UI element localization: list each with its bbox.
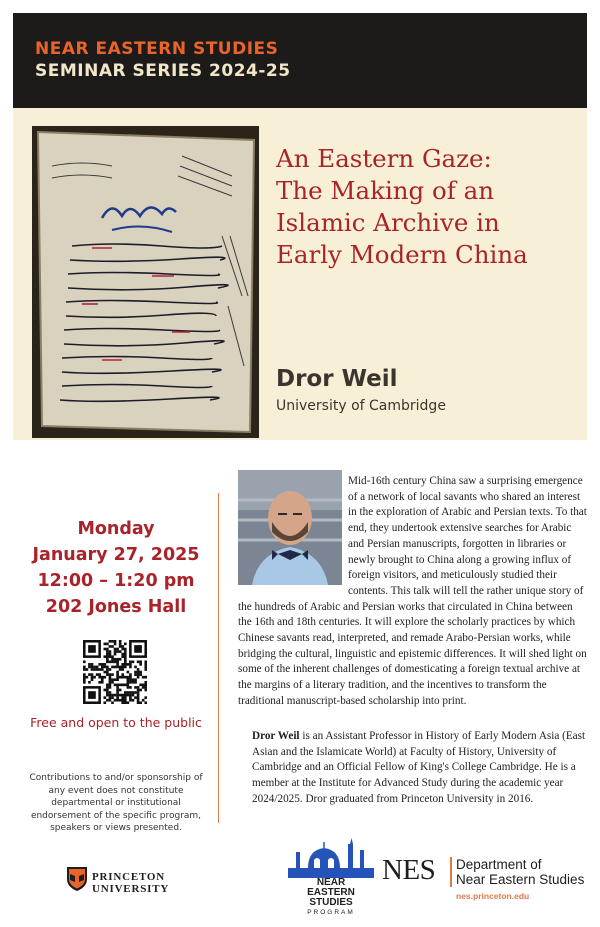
department-name	[456, 858, 584, 887]
princeton-shield-icon	[66, 866, 88, 897]
event-date: January 27, 2025	[32, 545, 200, 565]
admission-note: Free and open to the public	[30, 715, 202, 730]
nes-line: NEAR	[316, 877, 346, 888]
title-line: Islamic Archive in	[276, 208, 500, 237]
event-location: 202 Jones Hall	[45, 597, 187, 617]
abstract-text: Mid-16th century China saw a surprising emergence of a network of local savants who shared an interest in the exploration of Arabic and Persian texts. To that end, they undertook extensive searches for Arabic and Persian manuscripts, forgotten in libraries or newly brought to China along a growing influx of foreign visitors, and meticulously studied their contents. This talk will tell the rather unique story of the hundreds of Arabic and Persian works that circulated in China between the 16th and 18th centuries. It will explore the scholarly practices by which Chinese savants read, interpreted, and remade Arabo-Persian works, while bridging the cultural, linguistic and epistemic differences. It will shed light on some of the inherent challenges of domesticating a foreign textual archive at the margins of a literary tradition, and the incentives to transform the traditional manuscript-based scholarship into print.	[238, 475, 587, 707]
nes-program-wordmark	[288, 878, 374, 908]
column-divider	[218, 493, 219, 823]
dept-line: Department of	[456, 857, 542, 872]
event-time: 12:00 – 1:20 pm	[37, 571, 195, 591]
qr-code-icon[interactable]	[83, 640, 147, 704]
series-header	[13, 13, 587, 108]
series-name: NEAR EASTERN STUDIES	[35, 39, 279, 59]
speaker-name: Dror Weil	[276, 366, 398, 392]
title-line: An Eastern Gaze:	[276, 144, 492, 173]
title-line: Early Modern China	[276, 240, 528, 269]
talk-abstract	[238, 474, 588, 710]
event-details	[16, 516, 216, 620]
dept-line: Near Eastern Studies	[456, 871, 585, 887]
nes-line: STUDIES	[309, 897, 353, 908]
title-line: The Making of an	[276, 176, 495, 205]
talk-title	[276, 143, 581, 271]
princeton-wordmark	[92, 871, 169, 895]
department-url[interactable]: nes.princeton.edu	[456, 891, 530, 901]
speaker-bio	[252, 729, 590, 808]
series-year: SEMINAR SERIES 2024-25	[35, 61, 291, 81]
university-line: UNIVERSITY	[92, 883, 170, 895]
manuscript-image	[32, 126, 259, 438]
bio-name: Dror Weil	[252, 730, 300, 742]
event-day: Monday	[77, 519, 155, 539]
nes-program-label: PROGRAM	[307, 909, 355, 916]
photo-spacer	[238, 474, 348, 590]
nes-abbrev: NES	[382, 854, 436, 886]
logo-divider	[450, 857, 452, 887]
bio-text: is an Assistant Professor in History of Early Modern Asia (East Asian and the Islamicate World) at Faculty of History, University of Cambridge and an Official Fellow of King's College Cambridge. He is a member at the Institute for Advanced Study during the academic year 2024/2025. Dror graduated from Princeton University in 2016.	[252, 730, 586, 805]
disclaimer: Contributions to and/or sponsorship of any event does not constitute departmental or institutional endorsement of the specific program, speakers or views presented.	[29, 773, 203, 833]
princeton-line: PRINCETON	[92, 871, 166, 883]
nes-line: EASTERN	[307, 887, 355, 898]
speaker-affiliation: University of Cambridge	[276, 398, 446, 414]
